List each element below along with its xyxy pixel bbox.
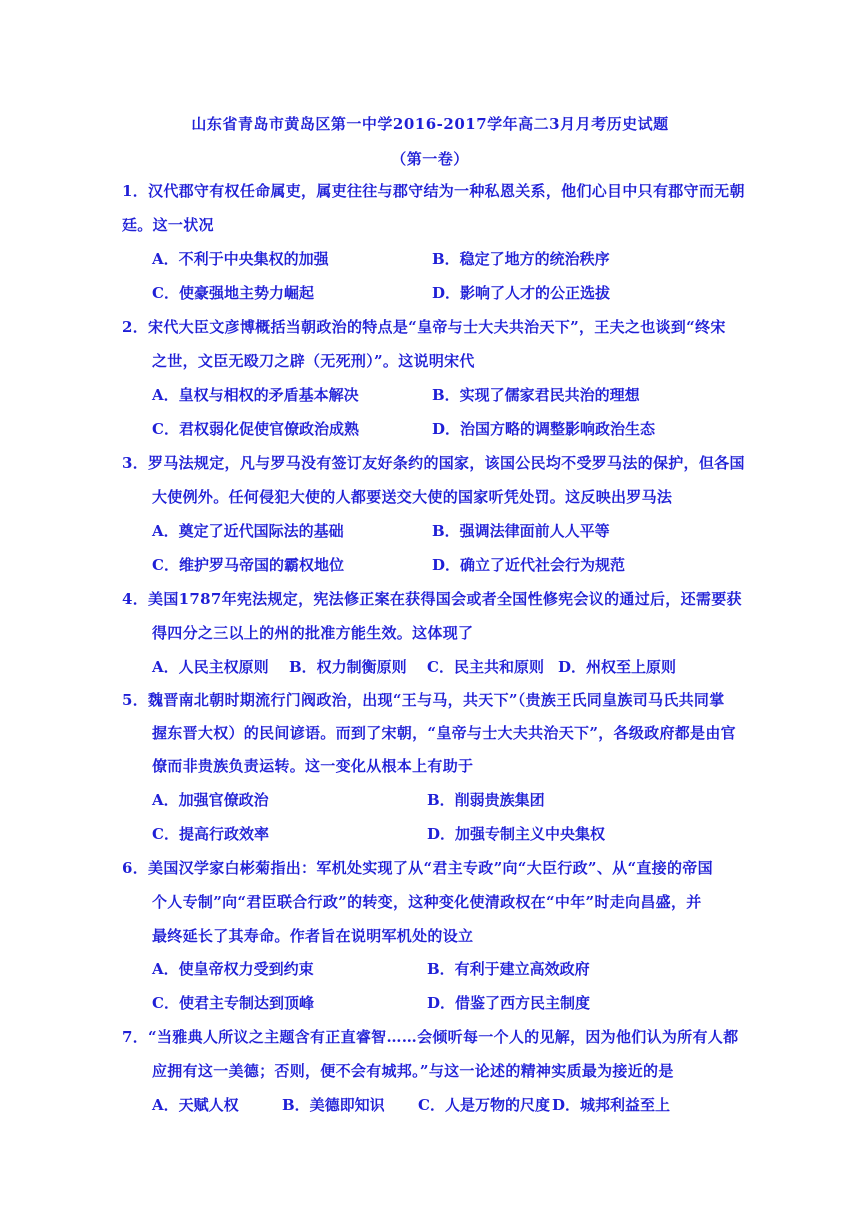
question-7-option-a: A．天赋人权 <box>152 1096 239 1114</box>
question-1-option-a: A．不利于中央集权的加强 <box>152 250 329 268</box>
question-6-line-2: 个人专制”向“君臣联合行政”的转变，这种变化使清政权在“中年”时走向昌盛，并 <box>152 893 702 911</box>
question-7-option-c: C．人是万物的尺度 <box>418 1096 550 1114</box>
question-6-line-3: 最终延长了其寿命。作者旨在说明军机处的设立 <box>152 927 474 945</box>
question-2-option-a: A．皇权与相权的矛盾基本解决 <box>152 386 359 404</box>
question-3-option-d: D．确立了近代社会行为规范 <box>432 556 626 574</box>
question-4-option-d: D．州权至上原则 <box>558 658 677 676</box>
question-6-option-b: B．有利于建立高效政府 <box>427 960 590 978</box>
question-7-option-d: D．城邦利益至上 <box>552 1096 671 1114</box>
question-5-line-2: 握东晋大权）的民间谚语。而到了宋朝，“皇帝与士大夫共治天下”，各级政府都是由官 <box>152 724 736 742</box>
question-3-option-b: B．强调法律面前人人平等 <box>432 522 610 540</box>
question-6-option-c: C．使君主专制达到顶峰 <box>152 994 314 1012</box>
question-4-option-b: B．权力制衡原则 <box>289 658 407 676</box>
question-4-line-1: 4．美国1787年宪法规定，宪法修正案在获得国会或者全国性修宪会议的通过后，还需要获 <box>122 590 742 608</box>
question-4-line-2: 得四分之三以上的州的批准方能生效。这体现了 <box>152 624 474 642</box>
question-5-option-d: D．加强专制主义中央集权 <box>427 825 606 843</box>
question-7-option-b: B．美德即知识 <box>282 1096 385 1114</box>
question-7-line-2: 应拥有这一美德；否则，便不会有城邦。”与这一论述的精神实质最为接近的是 <box>152 1062 674 1080</box>
exam-title: 山东省青岛市黄岛区第一中学2016-2017学年高二3月月考历史试题 <box>191 115 669 133</box>
question-6-option-d: D．借鉴了西方民主制度 <box>427 994 591 1012</box>
question-7-line-1: 7．“当雅典人所议之主题含有正直睿智……会倾听每一个人的见解，因为他们认为所有人都 <box>122 1028 739 1046</box>
question-4-option-c: C．民主共和原则 <box>427 658 544 676</box>
question-5-option-c: C．提高行政效率 <box>152 825 269 843</box>
question-6-option-a: A．使皇帝权力受到约束 <box>152 960 314 978</box>
question-5-option-a: A．加强官僚政治 <box>152 791 269 809</box>
question-5-option-b: B．削弱贵族集团 <box>427 791 545 809</box>
question-1-option-b: B．稳定了地方的统治秩序 <box>432 250 610 268</box>
question-1-line-2: 廷。这一状况 <box>122 216 214 234</box>
question-6-line-1: 6．美国汉学家白彬菊指出：军机处实现了从“君主专政”向“大臣行政”、从“直接的帝国 <box>122 859 713 877</box>
question-3-line-1: 3．罗马法规定，凡与罗马没有签订友好条约的国家，该国公民均不受罗马法的保护，但各国 <box>122 454 745 472</box>
question-2-line-1: 2．宋代大臣文彦博概括当朝政治的特点是“皇帝与士大夫共治天下”，王夫之也谈到“终宋 <box>122 318 726 336</box>
question-5-line-1: 5．魏晋南北朝时期流行门阀政治，出现“王与马，共天下”（贵族王氏同皇族司马氏共同掌 <box>122 691 725 709</box>
question-2-option-d: D．治国方略的调整影响政治生态 <box>432 420 656 438</box>
question-1-line-1: 1．汉代郡守有权任命属吏，属吏往往与郡守结为一种私恩关系，他们心目中只有郡守而无朝 <box>122 182 745 200</box>
question-4-option-a: A．人民主权原则 <box>152 658 269 676</box>
question-3-line-2: 大使例外。任何侵犯大使的人都要送交大使的国家听凭处罚。这反映出罗马法 <box>152 488 673 506</box>
question-3-option-c: C．维护罗马帝国的霸权地位 <box>152 556 344 574</box>
question-1-option-d: D．影响了人才的公正选拔 <box>432 284 611 302</box>
question-2-option-c: C．君权弱化促使官僚政治成熟 <box>152 420 359 438</box>
question-3-option-a: A．奠定了近代国际法的基础 <box>152 522 344 540</box>
question-2-line-2: 之世，文臣无殴刀之辟（无死刑）”。这说明宋代 <box>152 352 475 370</box>
section-label: （第一卷） <box>391 150 469 168</box>
question-5-line-3: 僚而非贵族负责运转。这一变化从根本上有助于 <box>152 757 474 775</box>
question-2-option-b: B．实现了儒家君民共治的理想 <box>432 386 640 404</box>
question-1-option-c: C．使豪强地主势力崛起 <box>152 284 314 302</box>
